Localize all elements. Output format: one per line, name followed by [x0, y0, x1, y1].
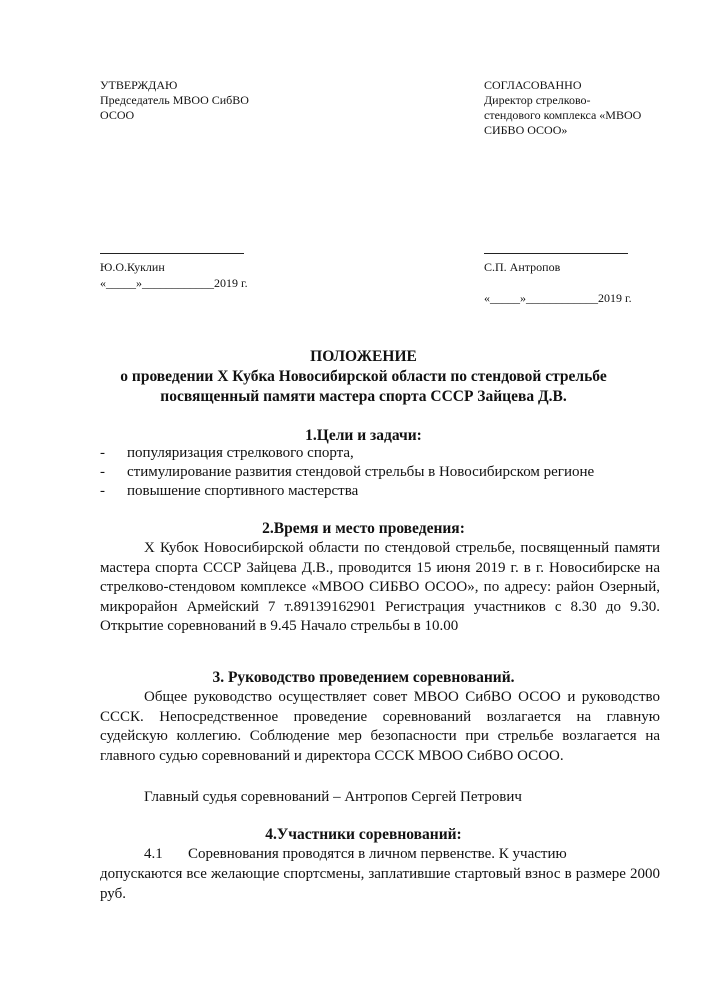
agree-title: СОГЛАСОВАННО: [484, 78, 582, 92]
list-item: [100, 445, 660, 465]
bullet-dash: -: [100, 483, 105, 499]
chief-judge-line: Главный судья соревнований – Антропов Сергей Петрович: [144, 789, 522, 805]
section3-paragraph: Общее руководство осуществляет совет МВОО СибВО ОСОО и руководство СССК. Непосредственное проведение соревнований возлагается на главную судейскую коллегию. Соблюдение мер безопасности при стрельбе возлагается на главного судью соревнований и директора СССК МВОО СибВО ОСОО.: [100, 689, 660, 764]
bullet-dash: -: [100, 464, 105, 480]
agree-position-line1: Директор стрелково-: [484, 93, 591, 107]
agree-signature-line: [484, 253, 628, 254]
approve-signer: Ю.О.Куклин: [100, 260, 165, 274]
list-item-text: стимулирование развития стендовой стрельбы в Новосибирском регионе: [127, 464, 595, 480]
item-number: 4.1: [144, 846, 163, 862]
agree-signer: С.П. Антропов: [484, 260, 561, 274]
bullet-dash: -: [100, 445, 105, 461]
doc-title: ПОЛОЖЕНИЕ: [310, 348, 417, 365]
agree-position-line2: стендового комплекса «МВОО: [484, 108, 642, 122]
section2-paragraph: X Кубок Новосибирской области по стендовой стрельбе, посвященный памяти мастера спорта СССР Зайцева Д.В., проводится 15 июня 2019 г. в г. Новосибирске на стрелково-стендовом комплексе «МВОО СИБВО ОСОО», по адресу: район Озерный, микрорайон Армейский 7 т.89139162901 Регистрация участников с 8.30 до 9.30. Открытие соревнований в 9.45 Начало стрельбы в 10.00: [100, 540, 660, 634]
approve-position-line2: ОСОО: [100, 108, 135, 122]
approve-signature-line: [100, 253, 244, 254]
section4-paragraph-first-line: Соревнования проводятся в личном первенстве. К участию: [188, 846, 567, 862]
list-item-text: популяризация стрелкового спорта,: [127, 445, 354, 461]
list-item-text: повышение спортивного мастерства: [127, 483, 359, 499]
section2-heading: 2.Время и место проведения:: [262, 520, 465, 537]
agree-date: «_____»____________2019 г.: [484, 291, 632, 305]
section4-heading: 4.Участники соревнований:: [265, 826, 462, 843]
section4-paragraph-rest: допускаются все желающие спортсмены, заплатившие стартовый взнос в размере 2000 руб.: [100, 866, 660, 902]
list-item: [100, 483, 660, 503]
approve-title: УТВЕРЖДАЮ: [100, 78, 178, 92]
approve-date: «_____»____________2019 г.: [100, 276, 248, 290]
doc-subtitle-line2: посвященный памяти мастера спорта СССР Зайцева Д.В.: [160, 388, 567, 405]
agree-position-line3: СИБВО ОСОО»: [484, 123, 568, 137]
doc-subtitle-line1: о проведении X Кубка Новосибирской области по стендовой стрельбе: [120, 368, 607, 385]
section3-heading: 3. Руководство проведением соревнований.: [212, 669, 515, 686]
approve-position-line1: Председатель МВОО СибВО: [100, 93, 249, 107]
section1-heading: 1.Цели и задачи:: [305, 427, 422, 444]
list-item: [100, 464, 660, 484]
